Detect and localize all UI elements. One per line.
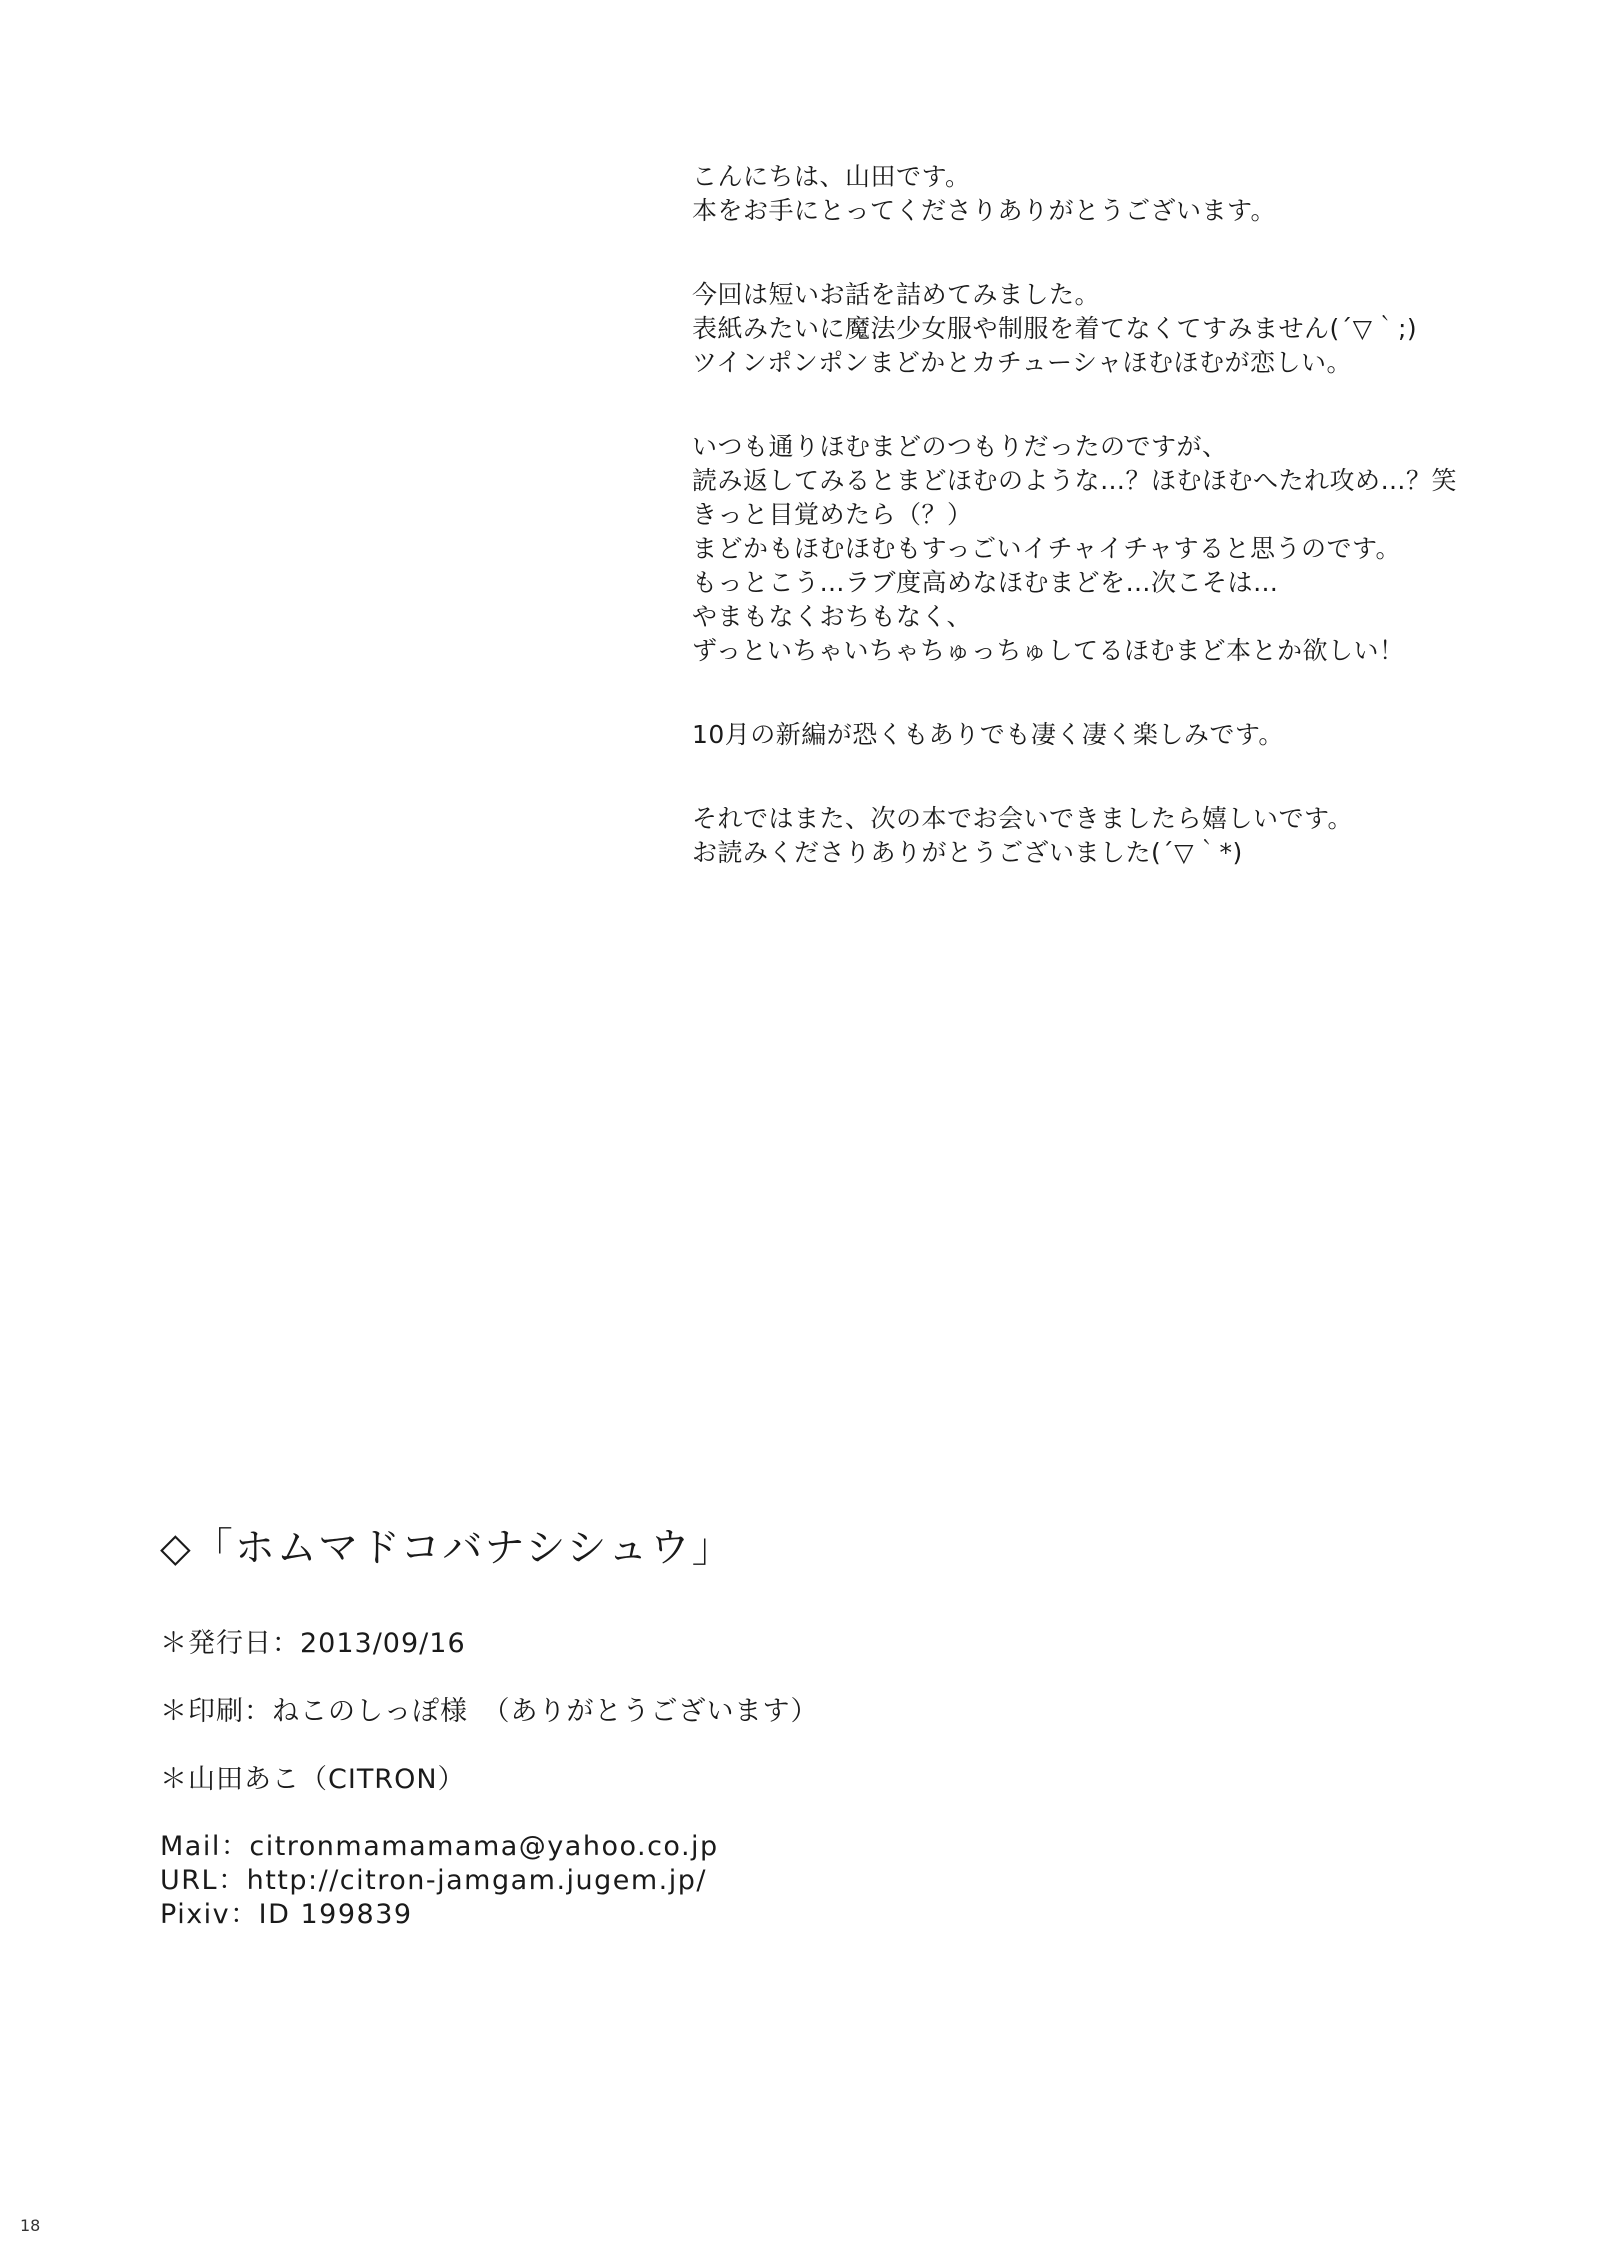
afterword-line: 本をお手にとってくださりありがとうございます。	[692, 196, 1277, 225]
colophon	[160, 1520, 1060, 1932]
contact-label: URL：	[160, 1865, 247, 1896]
afterword-line: いつも通りほむまどのつもりだったのですが、	[692, 432, 1228, 461]
afterword-message	[692, 160, 1572, 870]
afterword-line: まどかもほむほむもすっごいイチャイチャすると思うのです。	[692, 534, 1402, 563]
afterword-line: ずっといちゃいちゃちゅっちゅしてるほむまど本とか欲しい！	[692, 636, 1405, 665]
contact-label: Mail：	[160, 1831, 250, 1862]
contact-label: Pixiv：	[160, 1899, 259, 1930]
contact-list	[160, 1830, 1060, 1932]
printer-credit: ＊印刷：ねこのしっぽ様 （ありがとうございます）	[160, 1696, 819, 1727]
afterword-line: もっとこう…ラブ度高めなほむまどを…次こそは…	[692, 568, 1279, 597]
website-link[interactable]: http://citron-jamgam.jugem.jp/	[246, 1865, 708, 1896]
author-credit: ＊山田あこ（CITRON）	[160, 1764, 466, 1795]
afterword-line: 今回は短いお話を詰めてみました。	[692, 280, 1101, 309]
contact-mail	[160, 1830, 1060, 1864]
email-address[interactable]: citronmamamama@yahoo.co.jp	[249, 1831, 719, 1862]
page-number: 18	[20, 2216, 41, 2235]
afterword-line: 読み返してみるとまどほむのような…？ほむほむへたれ攻め…？笑	[692, 466, 1458, 495]
afterword-line: 表紙みたいに魔法少女服や制服を着てなくてすみません(´▽｀;)	[692, 314, 1418, 343]
afterword-line: お読みくださりありがとうございました(´▽｀*)	[692, 838, 1243, 867]
afterword-line: きっと目覚めたら（？）	[692, 500, 973, 529]
contact-url	[160, 1864, 1060, 1898]
contact-pixiv	[160, 1898, 1060, 1932]
afterword-line: 10月の新編が恐くもありでも凄く凄く楽しみです。	[692, 720, 1284, 749]
book-title: ◇「ホムマドコバナシシュウ」	[160, 1525, 734, 1571]
afterword-line: それではまた、次の本でお会いできましたら嬉しいです。	[692, 804, 1354, 833]
afterword-line: こんにちは、山田です。	[692, 162, 971, 191]
afterword-line: やまもなくおちもなく、	[692, 602, 973, 631]
publish-date: ＊発行日：2013/09/16	[160, 1628, 466, 1659]
pixiv-id: ID 199839	[258, 1899, 413, 1930]
afterword-line: ツインポンポンまどかとカチューシャほむほむが恋しい。	[692, 348, 1353, 377]
